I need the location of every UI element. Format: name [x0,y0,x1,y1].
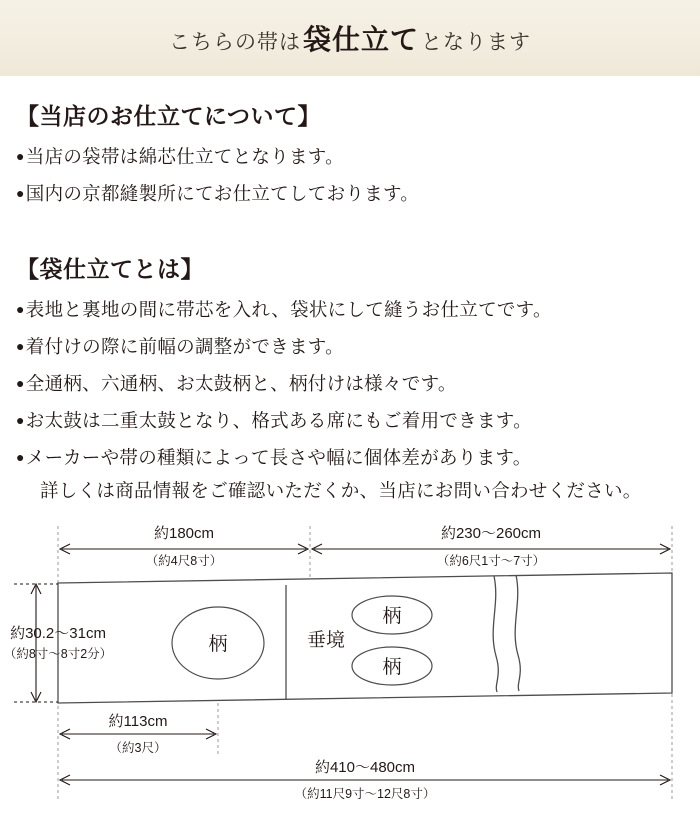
dim-top-left-sub: （約4尺8寸） [145,553,223,568]
bullet-mark-icon: ● [16,448,25,465]
dim-arrow-top-right [312,544,670,554]
dim-top-right-main: 約230〜260cm [440,524,542,542]
dim-height-main: 約30.2〜31cm [10,624,106,642]
bullet-text: 全通柄、六通柄、お太鼓柄と、柄付けは様々です。 [25,372,457,394]
header-prefix: こちらの帯は [168,31,301,54]
bullet-item [16,335,684,360]
header-banner [0,0,700,76]
dim-bottom-total-main: 約410〜480cm [314,758,416,776]
bullet-item [16,145,684,170]
bullet-item [16,409,684,434]
pattern-label-lower: 柄 [382,656,402,678]
bullet-mark-icon: ● [16,148,25,164]
bullet-mark-icon: ● [16,374,25,391]
dim-height-sub: （約8寸〜8寸2分） [3,646,113,661]
dim-bottom-left-sub: （約3尺） [109,740,167,755]
bullet-mark-icon: ● [16,184,25,201]
content-area [0,76,700,504]
bullet-text: メーカーや帯の種類によって長さや幅に個体差があります。 [25,446,532,468]
bullet-text: 国内の京都縫製所にてお仕立てしております。 [25,182,420,204]
header-emphasis: 袋仕立て [302,24,419,55]
bullet-text: お太鼓は二重太鼓となり、格式ある席にもご着用できます。 [25,409,532,431]
dim-bottom-total-sub: （約11尺9寸〜12尺8寸） [294,786,436,801]
header-suffix: となります [421,31,531,54]
dim-top-left-main: 約180cm [153,524,215,542]
bullet-text: 表地と裏地の間に帯芯を入れ、袋状にして縫うお仕立てです。 [25,298,552,320]
bullet-item [16,446,684,471]
obi-dimension-diagram [0,516,700,816]
dim-arrow-bottom-left [60,729,216,739]
section-title-shop-tailoring: 【当店のお仕立てについて】 [16,103,322,129]
bullet-mark-icon: ● [16,337,25,354]
dim-bottom-left-main: 約113cm [108,712,168,730]
section-title-what-is-fukuro: 【袋仕立てとは】 [16,255,204,282]
dim-arrow-height [14,584,58,702]
dim-arrow-bottom-total [60,775,670,785]
pattern-label-upper: 柄 [382,605,402,627]
bullet-text: 当店の袋帯は綿芯仕立てとなります。 [25,146,344,167]
obi-body [58,573,672,703]
divider-label: 垂境 [306,629,346,651]
bullet-text: 着付けの際に前幅の調整ができます。 [25,335,344,357]
bullet-item [16,298,684,323]
dim-arrow-top-left [60,544,308,554]
bullet-mark-icon: ● [16,300,25,317]
dim-top-right-sub: （約6尺1寸〜7寸） [436,553,546,568]
bullet-item [16,372,684,397]
pattern-label-large: 柄 [208,633,228,655]
header-title [169,18,531,58]
bullet-note: 詳しくは商品情報をご確認いただくか、当店にお問い合わせください。 [40,479,642,501]
bullet-mark-icon: ● [16,411,25,428]
bullet-item [16,182,684,207]
